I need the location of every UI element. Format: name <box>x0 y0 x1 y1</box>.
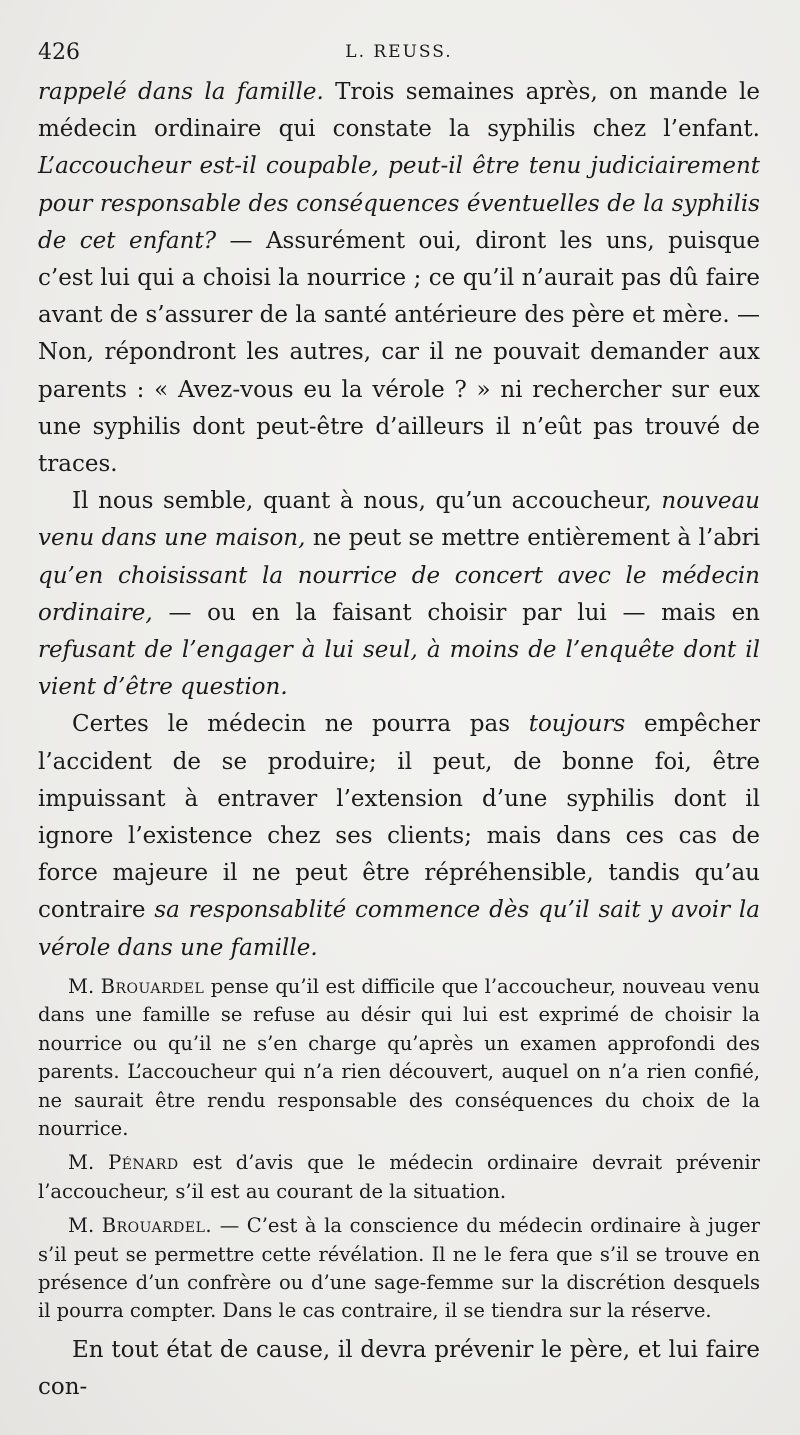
text-run: M. <box>68 1214 102 1238</box>
text-run: Il nous semble, quant à nous, qu’un accoucheur, <box>72 488 662 515</box>
text-run: M. <box>68 1151 109 1175</box>
text-run: — ou en la faisant choisir par lui — mais en <box>152 599 760 626</box>
text-run: empêcher l’accident de se produire; il peut, de bonne foi, être impuissant à entraver l’extension d’une syphilis dont il ignore l’existence chez ses clients; mais dans ces cas de force majeure il ne peut être répréhensible, tandis qu’au contraire <box>38 711 760 924</box>
italic-text: rappelé dans la famille. <box>38 79 324 105</box>
paragraph <box>38 74 760 483</box>
text-run: Trois semaines après, on mande le médecin ordinaire qui constate la syphilis chez l’enfant. <box>38 79 760 143</box>
italic-text: refusant de l’engager à lui seul, à moins de l’enquête dont il vient d’être question. <box>38 637 760 701</box>
running-head: L. REUSS. <box>345 42 453 62</box>
italic-text: nouveau venu dans une maison, <box>38 488 760 552</box>
paragraph <box>38 1332 760 1406</box>
text-run: — Assurément oui, diront les uns, puisque c’est lui qui a choisi la nourrice ; ce qu’il n’aurait pas dû faire avant de s’assurer de la santé antérieure des père et mère. — Non, répondront les autres, car il ne pouvait demander aux parents : « Avez-vous eu la vérole ? » ni rechercher sur eux une syphilis dont peut-être d’ailleurs il n’eût pas trouvé de traces. <box>38 227 760 478</box>
italic-text: sa responsablité commence dès qu’il sait y avoir la vérole dans une famille. <box>38 897 760 961</box>
text-run: est d’avis que le médecin ordinaire devrait prévenir l’accoucheur, s’il est au courant de la situation. <box>38 1151 760 1203</box>
paragraph <box>38 1149 760 1206</box>
text-run: ne peut se mettre entièrement à l’abri <box>305 525 760 552</box>
page-number: 426 <box>38 40 80 65</box>
italic-text: qu’en choisissant la nourrice de concert avec le médecin ordinaire, <box>38 562 760 626</box>
text-run: — C’est à la conscience du médecin ordinaire à juger s’il peut se permettre cette révélation. Il ne le fera que s’il se trouve en présence d’un confrère ou d’une sage-femme sur la discrétion desquels il pourra compter. Dans le cas contraire, il se tiendra sur la réserve. <box>38 1214 760 1323</box>
speaker-name: Pénard <box>108 1151 179 1175</box>
speaker-name: Brouardel <box>100 974 205 998</box>
italic-text: L’accoucheur est-il coupable, peut-il être tenu judiciairement pour responsable des conséquences éventuelles de la syphilis de cet enfant? <box>38 153 760 254</box>
paragraph <box>38 706 760 966</box>
body-text <box>38 74 760 1406</box>
page-header <box>38 40 760 70</box>
text-run: M. <box>68 974 101 998</box>
text-run: pense qu’il est difficile que l’accoucheur, nouveau venu dans une famille se refuse au désir qui lui est exprimé de choisir la nourrice ou qu’il ne s’en charge qu’après un examen approfondi des parents. L’accoucheur qui n’a rien découvert, auquel on n’a rien confié, ne saurait être rendu responsable des conséquences du choix de la nourrice. <box>38 974 760 1140</box>
paragraph <box>38 1212 760 1326</box>
italic-text: toujours <box>528 711 626 738</box>
text-run: Certes le médecin ne pourra pas <box>72 711 529 738</box>
paragraph <box>38 973 760 1143</box>
speaker-name: Brouardel. <box>101 1214 213 1238</box>
paragraph <box>38 483 760 706</box>
text-run: En tout état de cause, il devra prévenir le père, et lui faire con- <box>38 1336 760 1400</box>
